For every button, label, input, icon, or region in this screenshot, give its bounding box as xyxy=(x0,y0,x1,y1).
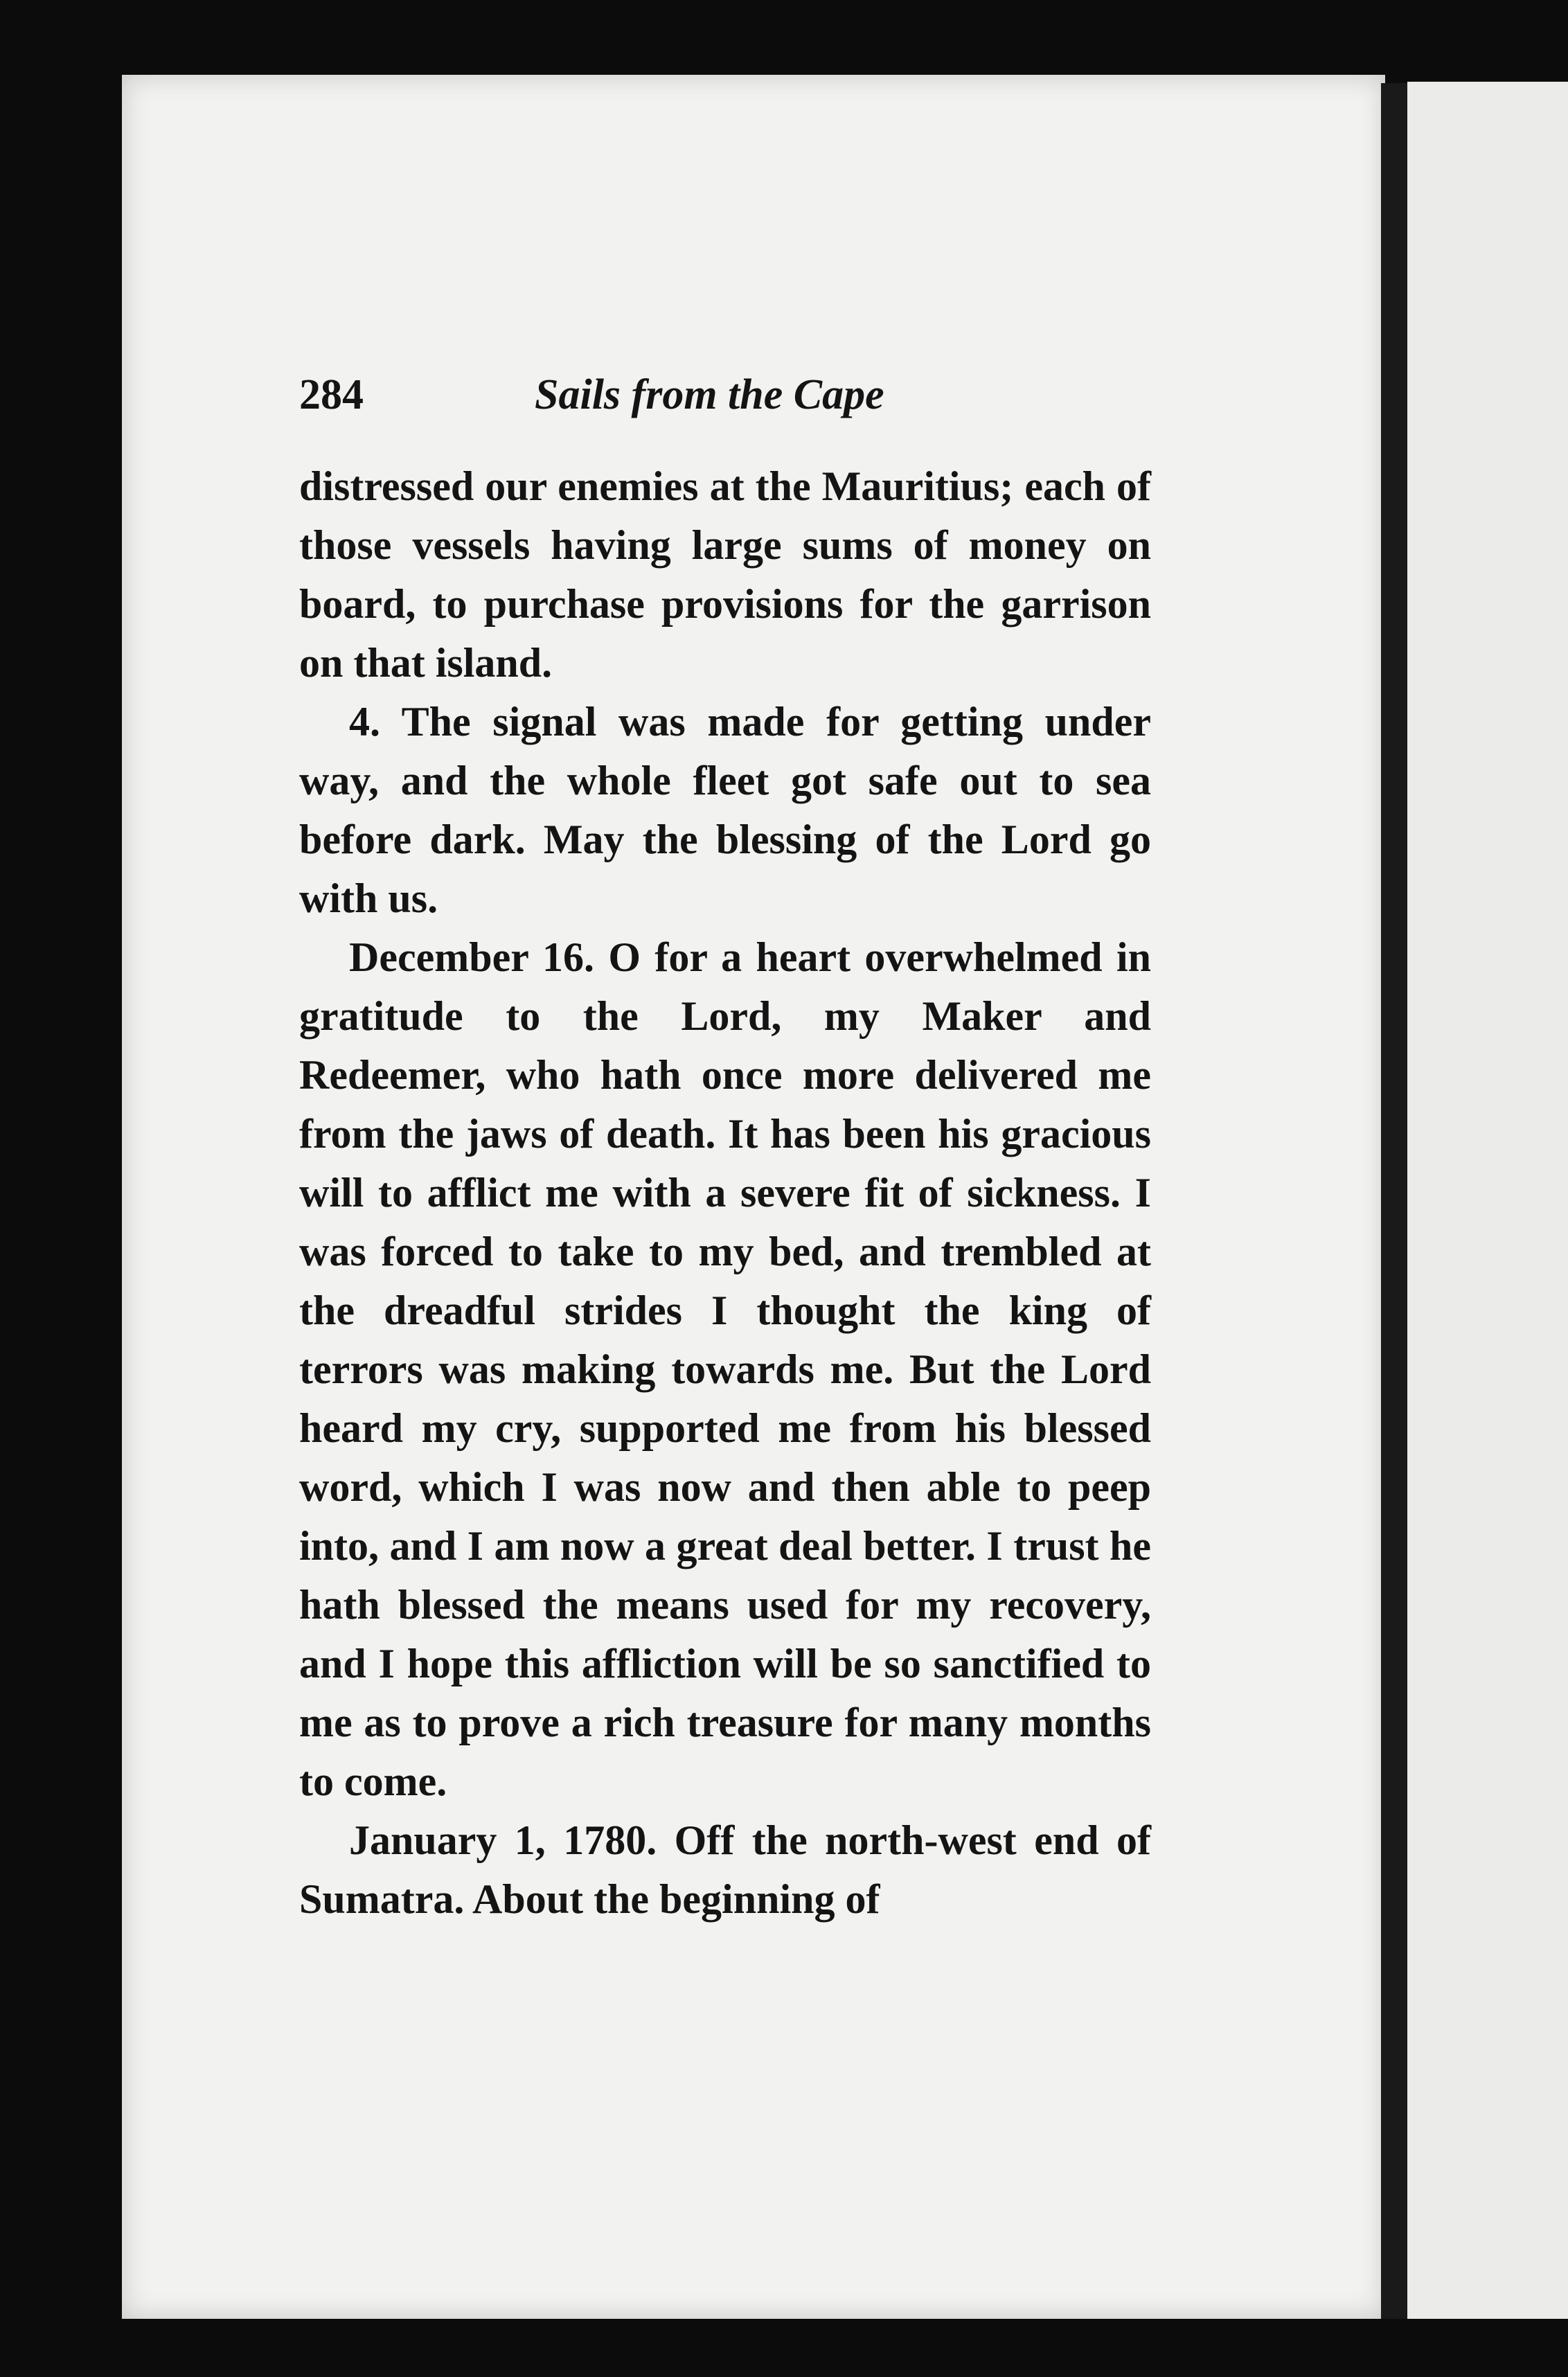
running-title: Sails from the Cape xyxy=(535,371,884,418)
book-gutter xyxy=(1381,83,1407,2319)
paragraph-continued: distressed our enemies at the Mauritius; each of those vessels having large sums of money on board, to purchase provisions for the garrison on that island. xyxy=(299,463,1151,686)
paragraph-signal: 4. The signal was made for getting under way, and the whole fleet got safe out to sea before dark. May the blessing of the Lord go with us. xyxy=(299,699,1151,921)
page-number: 284 xyxy=(299,371,364,418)
page-body xyxy=(299,457,1151,1929)
facing-page-edge xyxy=(1407,82,1568,2319)
paragraph-january-1: January 1, 1780. Off the north-west end of Sumatra. About the beginning of xyxy=(299,1817,1151,1922)
paragraph-december-16: December 16. O for a heart overwhelmed in gratitude to the Lord, my Maker and Redeemer, who hath once more delivered me from the jaws of death. It has been his gracious will to afflict me with a severe fit of sickness. I was forced to take to my bed, and trembled at the dreadful strides I thought the king of terrors was making towards me. But the Lord heard my cry, supported me from his blessed word, which I was now and then able to peep into, and I am now a great deal better. I trust he hath blessed the means used for my recovery, and I hope this affliction will be so sanctified to me as to prove a rich treasure for many months to come. xyxy=(299,934,1151,1804)
page-header xyxy=(299,367,1200,422)
